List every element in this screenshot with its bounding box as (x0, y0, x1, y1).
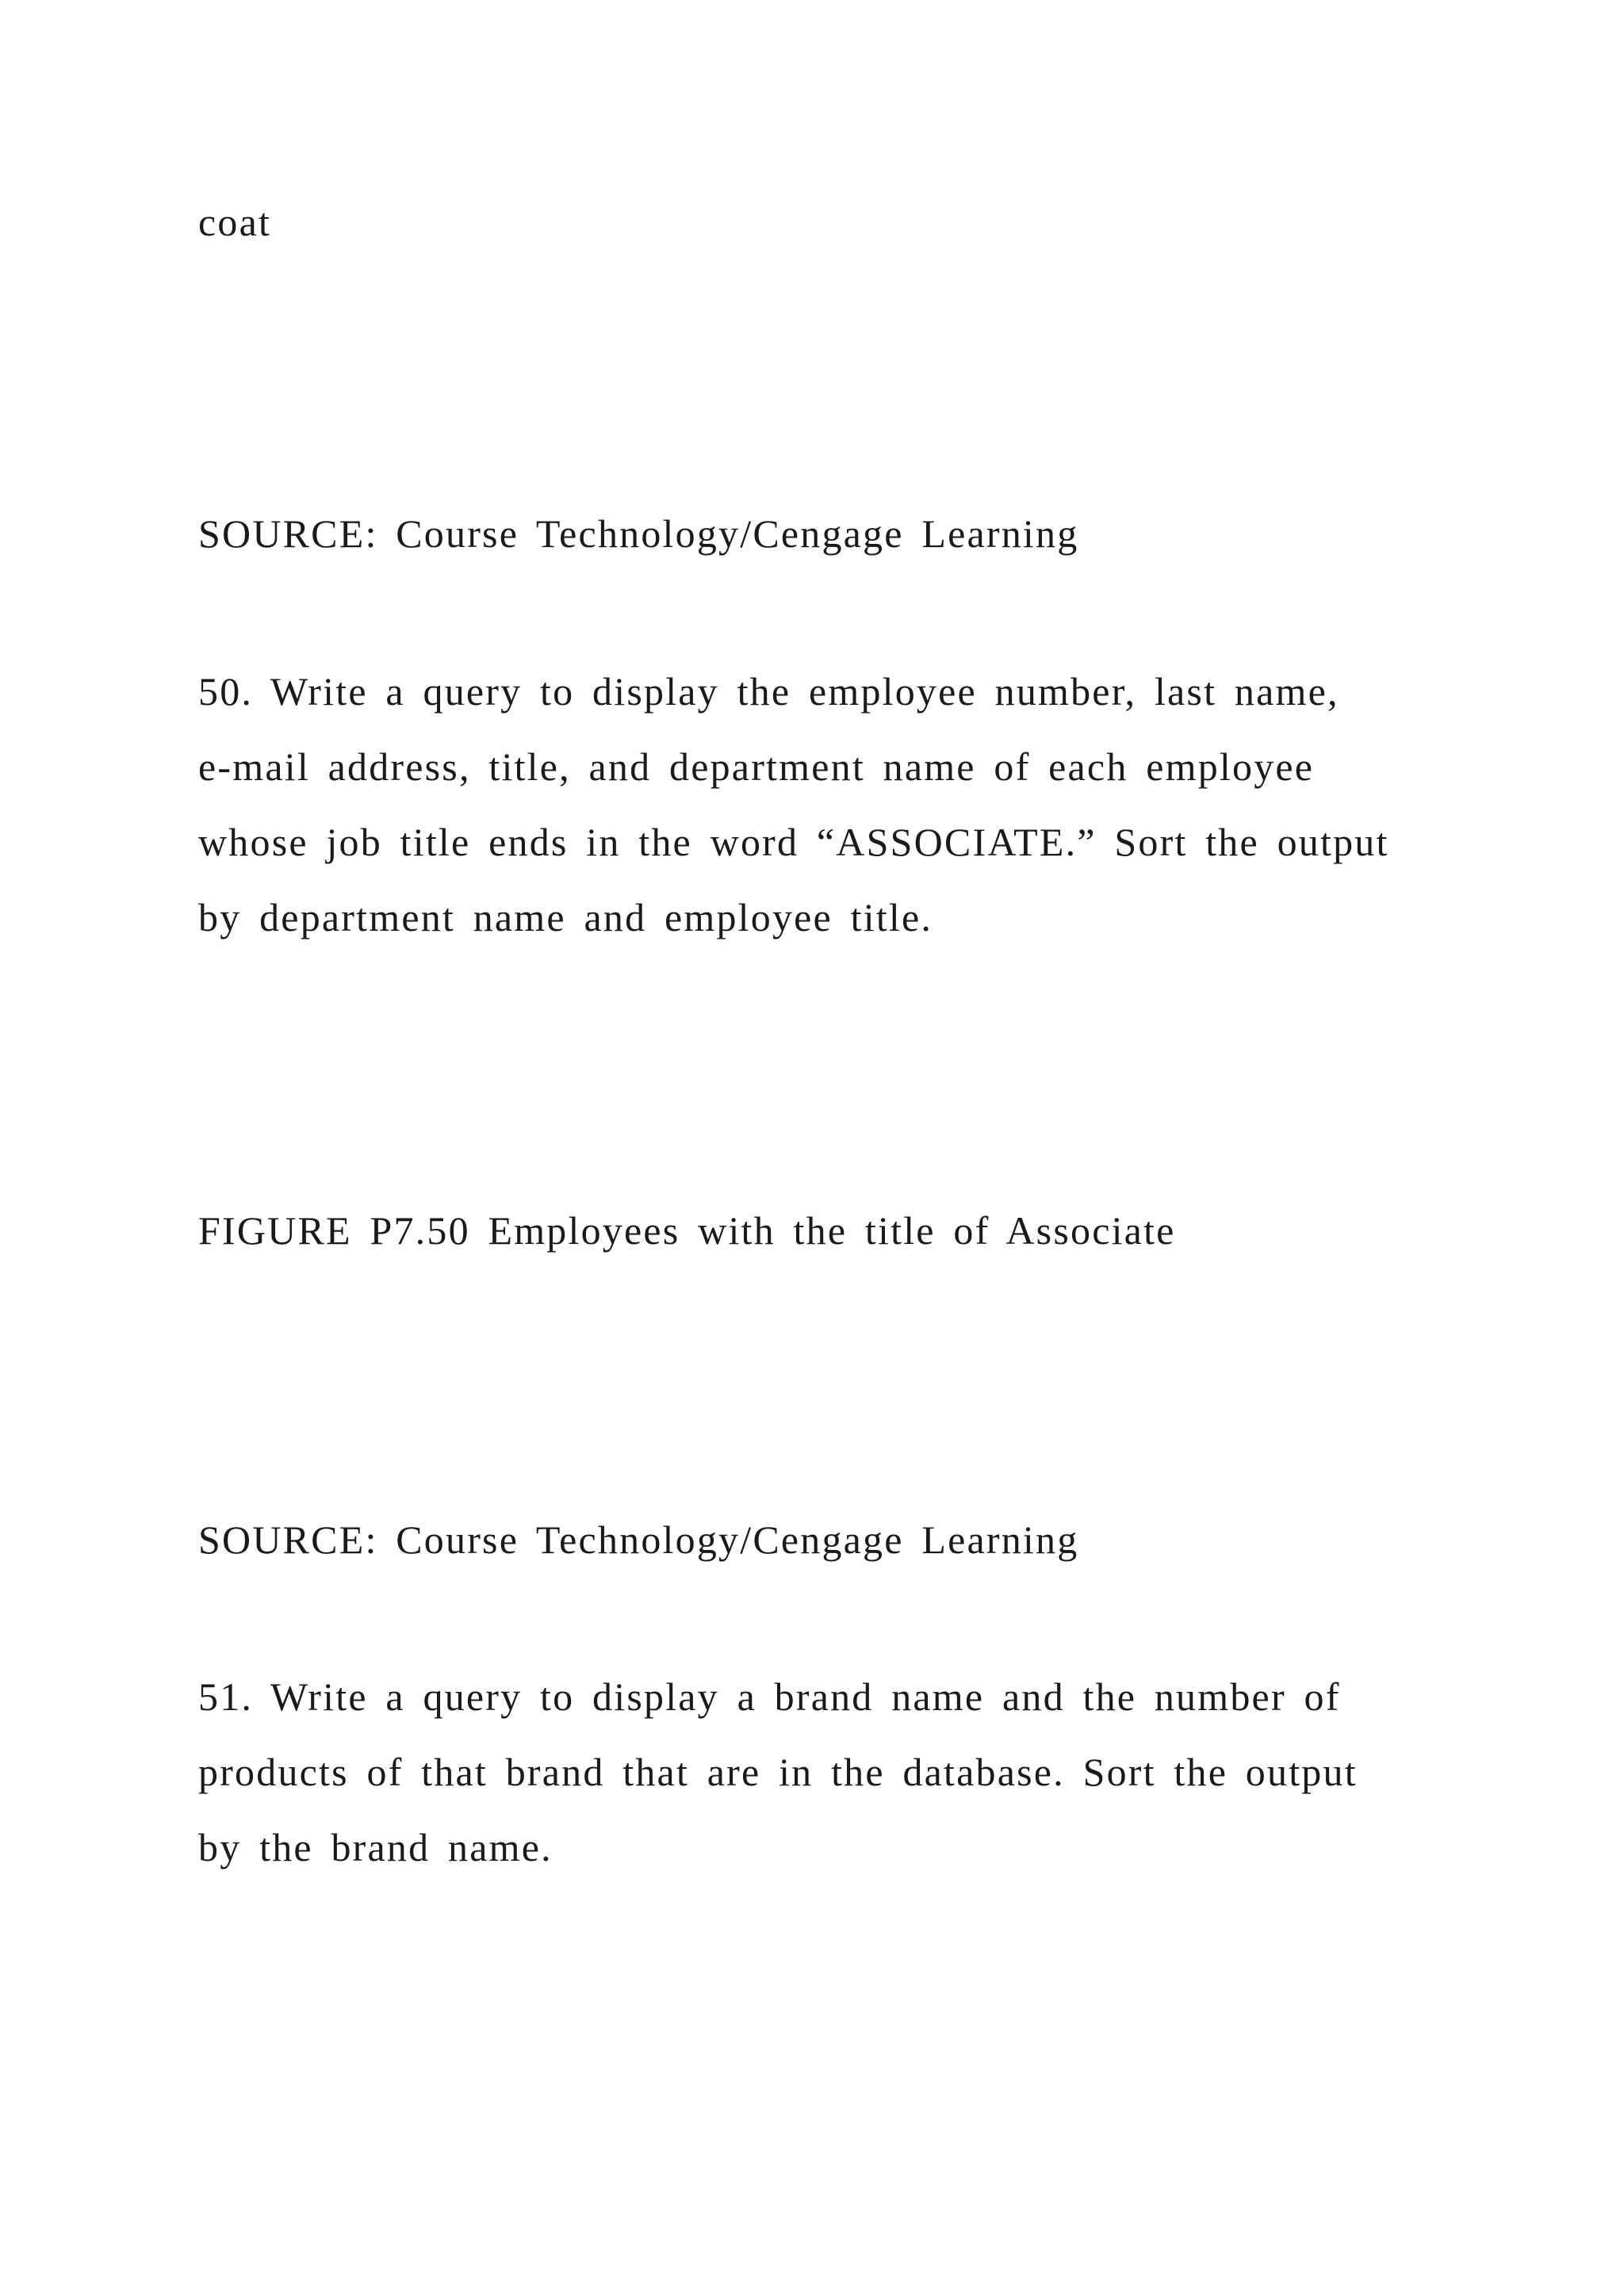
source-credit-2: SOURCE: Course Technology/Cengage Learning (198, 1517, 1079, 1562)
question-50-line: by department name and employee title. (198, 895, 933, 939)
question-51-line: 51. Write a query to display a brand name and the number of (198, 1674, 1341, 1719)
source-credit-1: SOURCE: Course Technology/Cengage Learning (198, 511, 1079, 556)
question-51-line: products of that brand that are in the database. Sort the output (198, 1750, 1358, 1794)
top-fragment-text: coat (198, 200, 272, 244)
figure-caption: FIGURE P7.50 Employees with the title of Associate (198, 1208, 1176, 1253)
question-50-line: whose job title ends in the word “ASSOCIATE.” Sort the output (198, 820, 1389, 864)
question-50-line: e-mail address, title, and department name of each employee (198, 744, 1315, 789)
question-50-line: 50. Write a query to display the employee number, last name, (198, 669, 1339, 714)
question-50 (198, 654, 1507, 955)
question-51-line: by the brand name. (198, 1825, 553, 1869)
question-51 (198, 1659, 1507, 1885)
